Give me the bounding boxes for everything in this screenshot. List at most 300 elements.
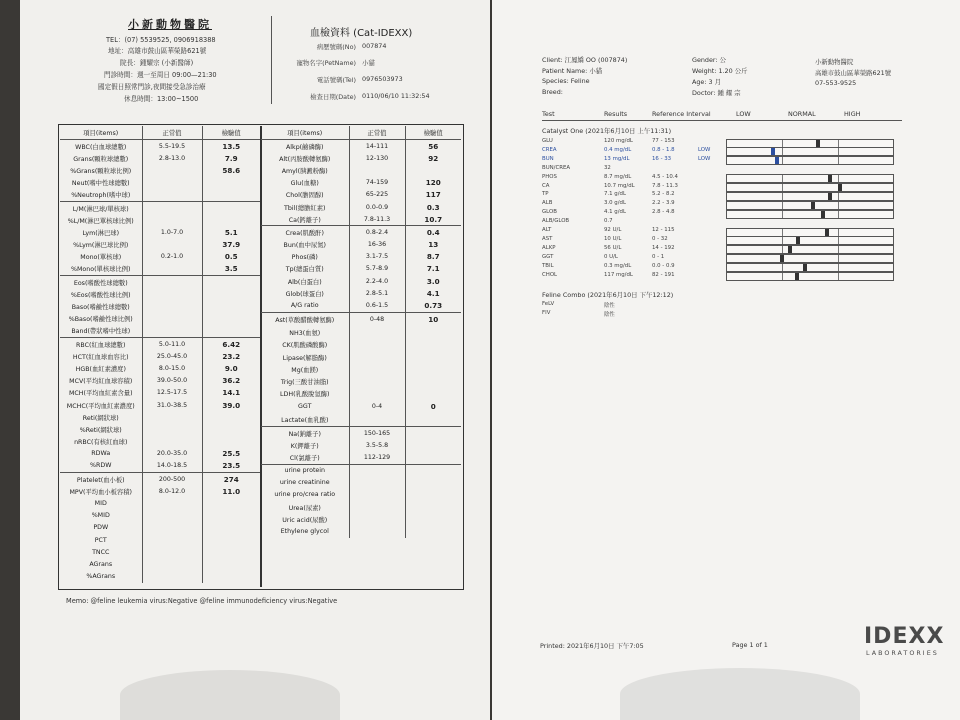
clinic-rest: 休息時間：13:00~1500 (124, 95, 199, 103)
item-name: urine pro/crea ratio (274, 491, 336, 499)
item-name: A/G ratio (290, 302, 319, 310)
item-name: %L/M(淋巴單核球比例) (67, 217, 134, 225)
normal-range (349, 525, 405, 537)
normal-range (142, 177, 202, 189)
clinic-director: 院長：鍾耀宗 (小新醫師) (120, 59, 194, 67)
range-marker (828, 175, 832, 182)
idexx-clinic-name: 小新動物醫院 (815, 58, 854, 66)
item-name: urine creatinine (279, 479, 330, 487)
result-value (405, 525, 461, 537)
table-row (261, 339, 461, 351)
item-name: LDH(乳酸脫氫酶) (280, 391, 330, 399)
normal-range (142, 214, 202, 226)
table-row (261, 501, 461, 513)
table-row (261, 226, 461, 239)
range-divider (782, 246, 783, 253)
range-bar (726, 139, 894, 148)
table-row (60, 263, 260, 276)
clinic-holiday: 國定假日照常門診,夜間接受急診治療 (98, 83, 206, 91)
normal-range: 3.1-7.5 (349, 251, 405, 263)
table-row (60, 522, 260, 534)
col-low: LOW (736, 110, 751, 118)
normal-range: 2.2-4.0 (349, 275, 405, 287)
table-row (261, 477, 461, 489)
test-name: BUN/CREA (542, 164, 571, 171)
range-divider (782, 148, 783, 155)
table-row (60, 214, 260, 226)
normal-range (349, 327, 405, 339)
species-line: Species: Feline (542, 77, 590, 85)
range-divider (782, 184, 783, 191)
table-row (261, 414, 461, 427)
table-row (60, 411, 260, 423)
item-name: Trig(三酸甘油脂) (280, 378, 329, 386)
range-bar (726, 228, 894, 237)
range-marker (803, 264, 807, 271)
range-divider (838, 193, 839, 200)
result-value (405, 164, 461, 176)
result-value (405, 477, 461, 489)
result-value: 39.0 (202, 399, 260, 411)
table-row (60, 239, 260, 251)
test-result: 56 U/L (604, 244, 622, 251)
table-row (261, 213, 461, 226)
result-value (405, 426, 461, 439)
normal-range (142, 300, 202, 312)
result-value: 4.1 (405, 287, 461, 299)
table-row (60, 571, 260, 583)
normal-range (349, 164, 405, 176)
range-marker (838, 184, 842, 191)
patient-line: Patient Name: 小貓 (542, 67, 603, 75)
table-row (261, 263, 461, 275)
range-bar (726, 245, 894, 254)
result-value (202, 497, 260, 509)
table-row (60, 201, 260, 214)
item-name: NH3(血氨) (289, 330, 321, 338)
normal-range (142, 276, 202, 289)
result-value (202, 411, 260, 423)
printed-date: Printed: 2021年6月10日 下午7:05 (540, 642, 644, 650)
chem-table (261, 126, 461, 538)
table-row (60, 399, 260, 411)
range-marker (816, 140, 820, 147)
range-divider (838, 140, 839, 147)
reference-interval: 4.5 - 10.4 (652, 173, 678, 180)
table-row (261, 201, 461, 213)
table-row (261, 239, 461, 251)
range-marker (825, 229, 829, 236)
normal-range: 20.0-35.0 (142, 448, 202, 460)
normal-range (142, 189, 202, 202)
result-value: 0.5 (202, 251, 260, 263)
table-row (60, 423, 260, 435)
item-name: WBC(白血球總數) (75, 143, 127, 151)
table-row (60, 534, 260, 546)
normal-range (349, 513, 405, 525)
idexx-logo: IDEXX (864, 624, 945, 649)
item-name: Tbil(總膽紅素) (284, 204, 326, 212)
item-name: L/M(淋巴球/單核球) (60, 201, 142, 214)
normal-range: 0.0-0.9 (349, 201, 405, 213)
result-value (405, 414, 461, 427)
normal-range (142, 546, 202, 558)
range-divider (782, 211, 783, 218)
item-name: Ast(草酸醋酸轉氨酶) (261, 312, 349, 327)
table-row (60, 546, 260, 558)
col-items: 項目(items) (261, 126, 349, 140)
normal-range (142, 411, 202, 423)
range-divider (782, 202, 783, 209)
normal-range (142, 571, 202, 583)
range-divider (838, 202, 839, 209)
test-name: AST (542, 235, 553, 242)
table-row (261, 351, 461, 363)
result-value: 23.5 (202, 460, 260, 473)
item-name: %Lym(淋巴球比例) (73, 242, 129, 250)
table-row (60, 251, 260, 263)
normal-range (349, 388, 405, 400)
range-divider (782, 237, 783, 244)
result-value: 3.5 (202, 263, 260, 276)
range-marker (775, 157, 779, 164)
normal-range (142, 263, 202, 276)
table-row (261, 513, 461, 525)
table-row (261, 164, 461, 176)
table-row (261, 375, 461, 387)
camera-shadow (120, 670, 340, 720)
reference-interval: 5.2 - 8.2 (652, 191, 675, 198)
test-name: CREA (542, 146, 557, 153)
col-high: HIGH (844, 110, 861, 118)
table-row (261, 451, 461, 464)
item-name: TNCC (92, 548, 110, 556)
result-value: 92 (405, 152, 461, 164)
normal-range: 3.5-5.8 (349, 439, 405, 451)
normal-range: 16-36 (349, 239, 405, 251)
item-name: MID (94, 500, 107, 508)
table-row (261, 251, 461, 263)
result-value: 25.5 (202, 448, 260, 460)
item-name: Alkp(鹼磷酶) (285, 143, 324, 151)
range-bar (726, 174, 894, 183)
result-value (405, 513, 461, 525)
table-row (60, 276, 260, 289)
result-value: 117 (405, 189, 461, 201)
item-name: MCH(平均血紅素含量) (68, 390, 133, 398)
col-test: Test (542, 110, 555, 118)
result-value (202, 189, 260, 202)
range-divider (838, 157, 839, 164)
item-name: nRBC(有核紅血球) (74, 439, 128, 447)
range-bar (726, 236, 894, 245)
result-value: 11.0 (202, 485, 260, 497)
reference-interval: 2.2 - 3.9 (652, 200, 675, 207)
clinic-hours: 門診時間：週一至周日 09:00—21:30 (104, 71, 217, 79)
normal-range (349, 489, 405, 501)
result-value (405, 327, 461, 339)
range-bar (726, 147, 894, 156)
test-result: 120 mg/dL (604, 138, 633, 144)
field-label: 寵物名字(PetName) (296, 59, 356, 67)
idexx-clinic-phone: 07-553-9525 (815, 79, 857, 87)
item-name: %Eos(嗜酸性球比例) (70, 291, 131, 299)
normal-range: 7.8-11.3 (349, 213, 405, 226)
item-name: Lym(淋巴球) (82, 229, 120, 237)
table-row (60, 288, 260, 300)
normal-range: 0.6-1.5 (349, 299, 405, 312)
table-row (60, 473, 260, 486)
result-value (202, 276, 260, 289)
range-divider (782, 273, 783, 280)
item-name: Platelet(血小板) (60, 473, 142, 486)
normal-range: 150-165 (349, 426, 405, 439)
item-name: Alb(白蛋白) (287, 278, 322, 286)
normal-range: 112-129 (349, 451, 405, 464)
item-name: PCT (94, 536, 107, 544)
item-name: Urea(尿素) (288, 504, 321, 512)
normal-range (142, 497, 202, 509)
item-name: AGrans (89, 560, 113, 568)
col-items: 項目(items) (60, 126, 142, 140)
item-name: %Grans(顆粒球比例) (70, 167, 132, 175)
reference-interval: 0 - 32 (652, 235, 668, 242)
item-name: Neut(嗜中性球總數) (71, 180, 130, 188)
item-name: PDW (93, 524, 109, 532)
range-marker (788, 246, 792, 253)
item-name: HCT(紅血球血容比) (72, 353, 129, 361)
result-value (202, 522, 260, 534)
item-name: Bun(血中尿氮) (283, 242, 326, 250)
item-name: Grans(顆粒球總數) (73, 155, 129, 163)
item-name: Phos(磷) (291, 254, 318, 262)
col-normal: 正常值 (142, 126, 202, 140)
table-row (261, 400, 461, 414)
combo-test: FeLV (542, 301, 555, 307)
item-name: Lactate(血乳酸) (281, 417, 329, 425)
table-row (60, 325, 260, 338)
test-result: 4.1 g/dL (604, 209, 626, 216)
range-divider (838, 264, 839, 271)
result-value (405, 375, 461, 387)
normal-range: 8.0-15.0 (142, 362, 202, 374)
reference-interval: 16 - 33 (652, 155, 672, 162)
item-name: Reti(網狀球) (82, 414, 119, 422)
table-row (60, 460, 260, 473)
result-value: 23.2 (202, 350, 260, 362)
range-divider (782, 193, 783, 200)
result-value: 0.73 (405, 299, 461, 312)
result-value: 58.6 (202, 164, 260, 176)
range-bar (726, 183, 894, 192)
item-name: Ethylene glycol (280, 528, 329, 536)
item-name: MCV(平均紅血球容積) (69, 378, 133, 386)
normal-range (142, 288, 202, 300)
result-value (202, 510, 260, 522)
range-bar (726, 254, 894, 263)
table-row (60, 448, 260, 460)
item-name: Mono(單核球) (80, 254, 122, 262)
test-name: ALKP (542, 244, 556, 251)
header-divider (271, 16, 272, 104)
result-value (405, 451, 461, 464)
result-value: 6.42 (202, 338, 260, 351)
result-value (405, 464, 461, 477)
item-name: K(鉀離子) (290, 442, 319, 450)
field-value: 0976503973 (362, 75, 403, 83)
item-name: %Baso(嗜鹼性球比例) (68, 316, 133, 324)
memo-text: Memo: @feline leukemia virus:Negative @feline immunodeficiency virus:Negative (66, 597, 338, 605)
result-value (202, 325, 260, 338)
test-name: CA (542, 182, 550, 189)
result-value: 13.5 (202, 140, 260, 153)
report-title: 血檢資料 (Cat-IDEXX) (310, 28, 413, 39)
normal-range: 0-48 (349, 312, 405, 327)
result-value (405, 489, 461, 501)
table-row (60, 558, 260, 570)
item-name: Alt(丙胺酸轉氨酶) (279, 155, 331, 163)
combo-title: Feline Combo (2021年6月10日 下午12:12) (542, 291, 674, 299)
test-result: 92 U/L (604, 227, 622, 233)
item-name: MPV(平均血小板容積) (69, 488, 133, 496)
item-name: %Reti(網狀球) (79, 426, 122, 434)
client-line: Client: 江鳳嬌 OO (007874) (542, 56, 628, 64)
combo-test: FIV (542, 310, 551, 316)
result-value (202, 214, 260, 226)
range-marker (828, 193, 832, 200)
range-marker (796, 237, 800, 244)
table-row (60, 387, 260, 399)
test-name: GLOB (542, 209, 557, 216)
combo-result: 陰性 (604, 312, 615, 318)
clinic-address: 地址：高雄市鼓山區華榮路621號 (108, 47, 207, 55)
test-result: 0.3 mg/dL (604, 262, 632, 269)
table-row (261, 489, 461, 501)
result-value (202, 177, 260, 189)
normal-range (349, 351, 405, 363)
field-value: 0110/06/10 11:32:54 (362, 92, 430, 100)
col-result: 檢驗值 (405, 126, 461, 140)
range-divider (838, 255, 839, 262)
clinic-tel: TEL：(07) 5539525, 0906918388 (106, 36, 216, 44)
result-flag: LOW (698, 146, 711, 153)
page-number: Page 1 of 1 (732, 641, 768, 649)
result-value (202, 300, 260, 312)
normal-range: 2.8-5.1 (349, 287, 405, 299)
catalyst-title: Catalyst One (2021年6月10日 上午11:31) (542, 127, 672, 135)
item-name: Band(帶狀嗜中性球) (71, 328, 131, 336)
result-flag: LOW (698, 155, 711, 162)
item-name: RDWa (91, 450, 111, 458)
table-row (261, 275, 461, 287)
reference-interval: 82 - 191 (652, 271, 675, 278)
normal-range (142, 423, 202, 435)
range-marker (811, 202, 815, 209)
normal-range: 0.2-1.0 (142, 251, 202, 263)
gender-line: Gender: 公 (692, 56, 727, 64)
table-row (60, 362, 260, 374)
item-name: Crea(肌酸酐) (261, 226, 349, 239)
normal-range: 5.0-11.0 (142, 338, 202, 351)
table-row (261, 327, 461, 339)
normal-range: 200-500 (142, 473, 202, 486)
table-row (261, 189, 461, 201)
item-name: Cl(氯離子) (289, 454, 320, 462)
normal-range (349, 477, 405, 489)
normal-range: 5.7-8.9 (349, 263, 405, 275)
cbc-table (60, 126, 260, 583)
field-label: 檢查日期(Date) (310, 93, 356, 101)
range-bar (726, 263, 894, 272)
reference-interval: 0.0 - 0.9 (652, 262, 675, 269)
range-divider (838, 246, 839, 253)
item-name: GGT (298, 403, 312, 411)
header-rule (542, 120, 902, 121)
table-row (261, 152, 461, 164)
idexx-logo-sub: LABORATORIES (866, 649, 939, 657)
range-bar (726, 272, 894, 281)
range-divider (838, 273, 839, 280)
result-value (202, 571, 260, 583)
result-value: 274 (202, 473, 260, 486)
result-value: 0.3 (405, 201, 461, 213)
result-value (405, 439, 461, 451)
range-marker (795, 273, 799, 280)
hospital-report-sheet (20, 0, 490, 720)
result-value: 13 (405, 239, 461, 251)
normal-range: 74-159 (349, 177, 405, 189)
table-row (60, 226, 260, 238)
table-row (60, 313, 260, 325)
result-value: 8.7 (405, 251, 461, 263)
result-value: 0.4 (405, 226, 461, 239)
test-result: 10.7 mg/dL (604, 182, 635, 189)
range-divider (838, 229, 839, 236)
normal-range: 25.0-45.0 (142, 350, 202, 362)
test-result: 8.7 mg/dL (604, 173, 632, 180)
normal-range: 65-225 (349, 189, 405, 201)
test-result: 3.0 g/dL (604, 200, 626, 207)
idexx-clinic-address: 高雄市鼓山區華榮路621號 (815, 69, 892, 77)
result-value: 0 (405, 400, 461, 414)
normal-range (142, 534, 202, 546)
normal-range (349, 414, 405, 427)
normal-range: 1.0-7.0 (142, 226, 202, 238)
range-divider (782, 264, 783, 271)
result-value (405, 388, 461, 400)
test-result: 10 U/L (604, 235, 622, 242)
combo-result: 陰性 (604, 303, 615, 309)
normal-range: 12-130 (349, 152, 405, 164)
normal-range (142, 239, 202, 251)
table-row (60, 436, 260, 448)
item-name: Glu(血糖) (290, 180, 319, 188)
range-marker (771, 148, 775, 155)
normal-range: 8.0-12.0 (142, 485, 202, 497)
table-row (261, 312, 461, 327)
table-row (261, 140, 461, 153)
range-divider (782, 229, 783, 236)
range-divider (782, 140, 783, 147)
range-divider (782, 157, 783, 164)
result-value (405, 351, 461, 363)
item-name: urine protein (261, 464, 349, 477)
result-value: 10.7 (405, 213, 461, 226)
item-name: %Neutroph(嗜中球) (71, 192, 131, 200)
field-value: 小貓 (362, 59, 375, 67)
item-name: %AGrans (86, 573, 116, 581)
test-name: ALB (542, 200, 553, 207)
